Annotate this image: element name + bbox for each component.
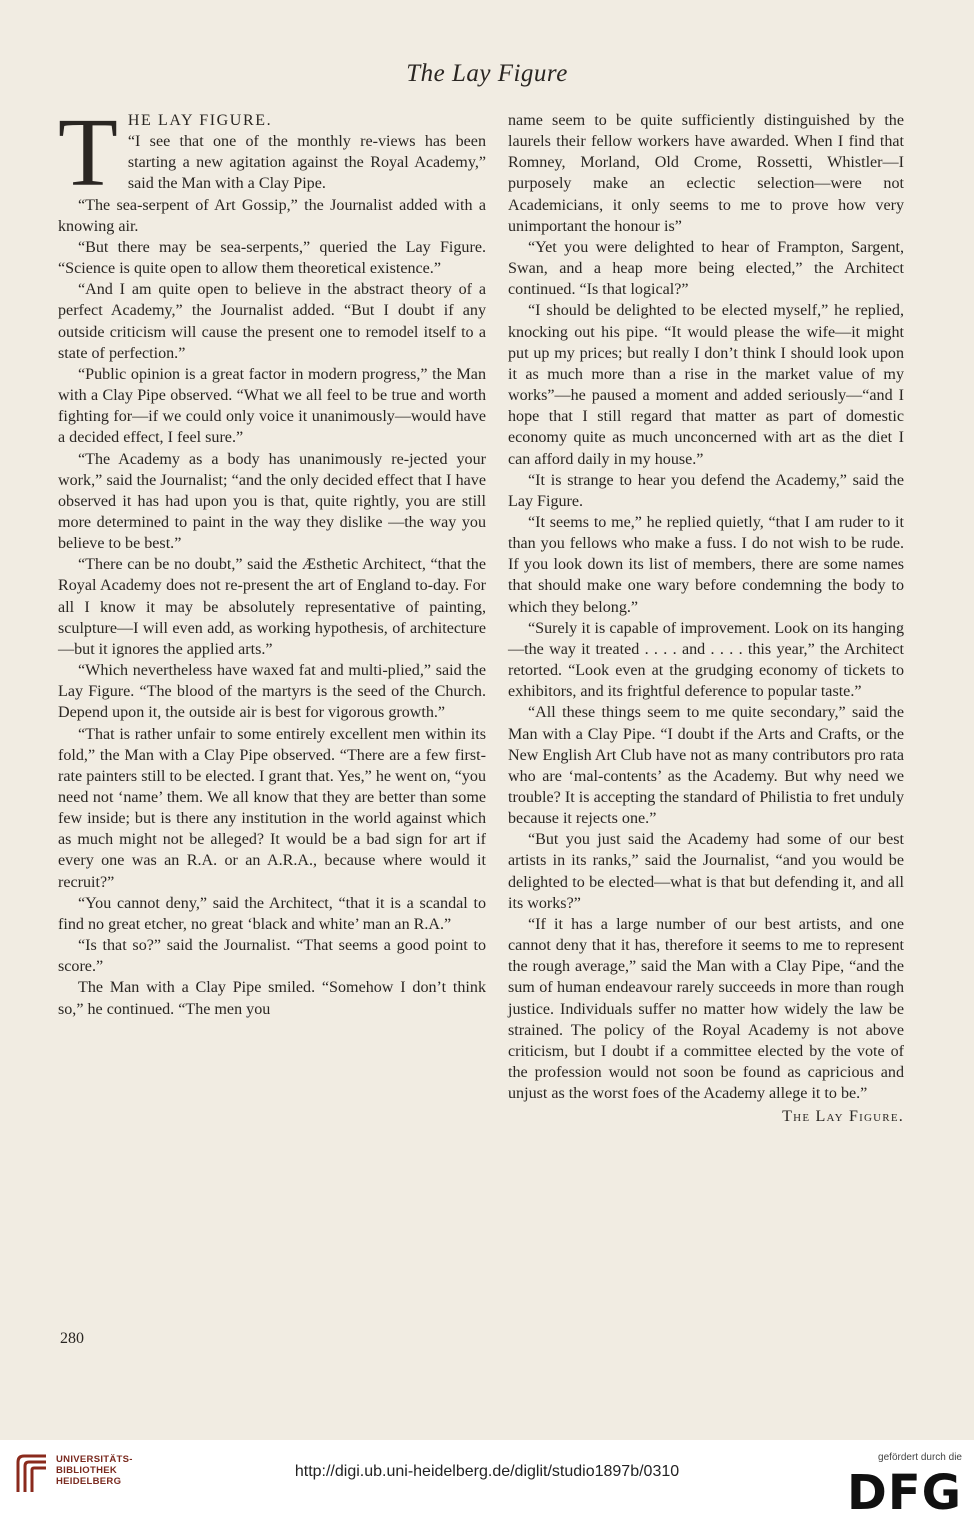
paragraph: name seem to be quite sufficiently distinguished by the laurels their fellow workers have awarded. When I find that Romney, Morland, Old Crome, Rossetti, Whistler—I purposely make an eclectic selection—were not Academicians, it only seems to me to prove how very unimportant the honour is” [508,112,904,235]
signature: The Lay Figure. [782,1108,904,1126]
paragraph: “I see that one of the monthly re-views has been starting a new agitation against the Royal Academy,” said the Man with a Clay Pipe. [127,133,486,193]
article-title: HE LAY FIGURE. [127,112,273,129]
paragraph: “Surely it is capable of improvement. Look on its hanging—the way it treated . . . . and . . . . this year,” the Architect retorted. “Look even at the grudging economy of tickets to exhibitors, and its frightful deference to popular taste.” [508,619,904,701]
paragraph: “The Academy as a body has unanimously re-jected your work,” said the Journalist; “and the only decided effect that I have observed it has had upon you is that, quite rightly, you are still more determined to paint in the way they dislike —the way you believe to be best.” [58,450,486,553]
paragraph: “But there may be sea-serpents,” queried the Lay Figure. “Science is quite open to allow them theoretical existence.” [58,238,486,278]
paragraph: “But you just said the Academy had some of our best artists in its ranks,” said the Journalist, “and you would be delighted to be elected—what is that but defending it, and all its works?” [508,831,904,912]
library-name: UNIVERSITÄTS- BIBLIOTHEK HEIDELBERG [56,1454,133,1487]
paragraph: “You cannot deny,” said the Architect, “that it is a scandal to find no great etcher, no great ‘black and white’ man an R.A.” [58,894,486,933]
paragraph: “All these things seem to me quite secondary,” said the Man with a Clay Pipe. “I doubt if the Arts and Crafts, or the New English Art Club have not as many contributors pro rata who are ‘mal-contents’ as the Academy. But why need we trouble? It is accepting the standard of Philistia to fret unduly because it rejects one.” [508,704,904,828]
running-head: The Lay Figure [406,60,568,87]
source-url[interactable]: http://digi.ub.uni-heidelberg.de/diglit/studio1897b/0310 [294,1463,680,1480]
paragraph: “It seems to me,” he replied quietly, “that I am ruder to it than you fellows who make a fuss. I do not wish to be rude. If you look down its list of members, there are some names that should make one wary before condemning the body to which they belong.” [508,513,904,616]
paragraph: “It is strange to hear you defend the Academy,” said the Lay Figure. [508,471,904,510]
paragraph: “And I am quite open to believe in the abstract theory of a perfect Academy,” the Journalist added. “But I doubt if any outside criticism will cause the present one to remodel itself to a state of perfection.” [58,281,486,362]
paragraph: “There can be no doubt,” said the Æsthetic Architect, “that the Royal Academy does not re-present the art of England to-day. For all I know it may be absolutely representative of painting, sculpture—I will even add, as working hypothesis, of architecture—but it ignores the applied arts.” [58,556,486,658]
drop-cap: T [58,99,118,207]
paragraph: “That is rather unfair to some entirely excellent men within its fold,” the Man with a Clay Pipe observed. “There are a few first-rate painters still to be elected. I grant that. Yes,” he went on, “you need not ‘name’ them. We all know that they are better than some few inside; but is there any institution in the world against which as much might not be alleged? It would be a bad sign for art if every one was an R.A. or an A.R.A., because where would it recruit?” [58,725,486,891]
paragraph: “Yet you were delighted to hear of Frampton, Sargent, Swan, and a heap more being elected,” the Architect continued. “Is that logical?” [508,238,904,299]
funded-by-label: gefördert durch die [878,1452,962,1463]
article-opening [58,99,486,207]
dfg-logo: DFG [846,1465,962,1521]
digitization-footer [0,1440,974,1530]
paragraph: “If it has a large number of our best artists, and one cannot deny that it has, therefore it seems to me to represent the rough average,” said the Man with a Clay Pipe, “and the sum of human endeavour rarely succeeds in more than rough justice. Individuals suffer no matter how widely the law be strained. The policy of the Royal Academy is not above criticism, but I doubt if a committee elected by the vote of the profession would not soon be found as capricious and unjust as the worst foes of the Academy allege it to be.” [508,915,904,1103]
paragraph: “Which nevertheless have waxed fat and multi-plied,” said the Lay Figure. “The blood of the martyrs is the seed of the Church. Depend upon it, the outside air is best for vigorous growth.” [58,662,486,722]
paragraph: “Public opinion is a great factor in modern progress,” the Man with a Clay Pipe observed. “What we all feel to be true and worth fighting for—if we could only voice it unanimously—would have a decided effect, I feel sure.” [58,365,486,447]
paragraph: “I should be delighted to be elected myself,” he replied, knocking out his pipe. “It would please the wife—it might put up my prices; but really I don’t think I should look upon it as much more than a rise in the market value of my works”—he paused a moment and added seriously—“and I hope that I still regard that matter as part of domestic economy quite as much unconcerned with art as the diet I can afford daily in my house.” [508,302,904,468]
left-column [58,99,486,1020]
paragraph: “Is that so?” said the Journalist. “That seems a good point to score.” [58,937,486,976]
right-column [508,110,904,1128]
paragraph: “The sea-serpent of Art Gossip,” the Journalist added with a knowing air. [58,196,486,235]
paragraph: The Man with a Clay Pipe smiled. “Somehow I don’t think so,” he continued. “The men you [58,979,486,1018]
page-number: 280 [60,1330,84,1347]
